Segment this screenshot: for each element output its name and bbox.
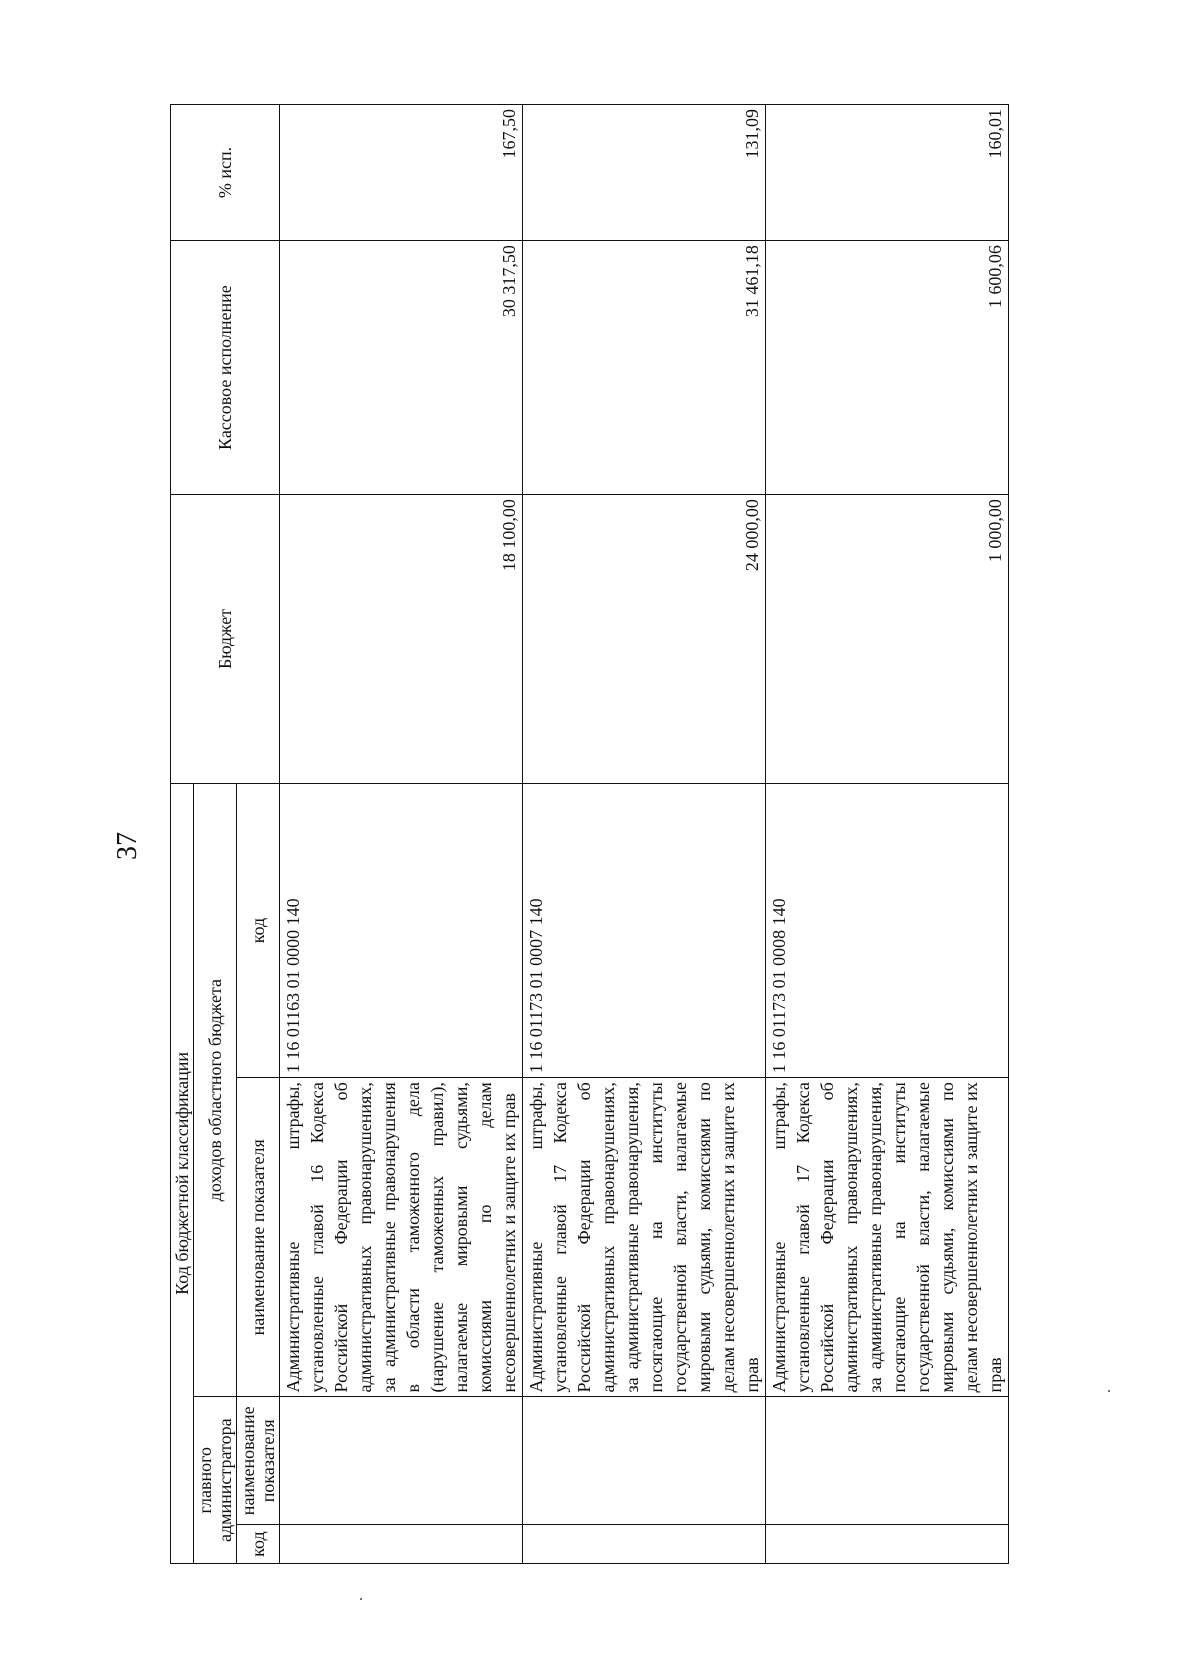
cell-cash: 30 317,50 (280, 241, 523, 495)
header-percent: % исп. (171, 105, 280, 241)
cell-cash: 31 461,18 (523, 241, 766, 495)
table-body (280, 105, 1009, 1564)
header-income-code: код (237, 783, 280, 1077)
cell-admin-code (766, 1525, 1009, 1564)
cell-percent: 167,50 (280, 105, 523, 241)
table-header (171, 105, 280, 1564)
cell-percent: 160,01 (766, 105, 1009, 241)
header-budget: Бюджет (171, 495, 280, 784)
header-admin-code: код (237, 1525, 280, 1564)
cell-code: 1 16 01163 01 0000 140 (280, 783, 523, 1077)
cell-admin-name (766, 1397, 1009, 1525)
cell-admin-code (280, 1525, 523, 1564)
header-admin-name: наименование показателя (237, 1397, 280, 1525)
cell-percent: 131,09 (523, 105, 766, 241)
page-number: 37 (112, 832, 143, 860)
cell-admin-code (523, 1525, 766, 1564)
cell-admin-name (280, 1397, 523, 1525)
table-row (280, 105, 523, 1564)
cell-description: Административные штрафы, установленные главой 17 Кодекса Российской Федерации об административных правонарушениях, за административные правонарушения, посягающие на институты государственной власти, налагаемые мировыми судьями, комиссиями по делам несовершеннолетних и защите их прав (766, 1078, 1009, 1397)
cell-budget: 24 000,00 (523, 495, 766, 784)
budget-table (170, 104, 1009, 1564)
header-cash: Кассовое исполнение (171, 241, 280, 495)
scan-speck (1108, 1390, 1110, 1392)
cell-budget: 1 000,00 (766, 495, 1009, 784)
header-chief-admin: главного администратора (194, 1397, 237, 1564)
cell-description: Административные штрафы, установленные главой 16 Кодекса Российской Федерации об административных правонарушениях, за административные правонарушения в области таможенного дела (нарушение таможенных правил), налагаемые мировыми судьями, комиссиями по делам несовершеннолетних и защите их прав (280, 1078, 523, 1397)
table-row (523, 105, 766, 1564)
cell-code: 1 16 01173 01 0008 140 (766, 783, 1009, 1077)
header-income-name: наименование показателя (237, 1078, 280, 1397)
table-row (766, 105, 1009, 1564)
header-classification: Код бюджетной классификации (171, 783, 194, 1563)
cell-code: 1 16 01173 01 0007 140 (523, 783, 766, 1077)
cell-description: Административные штрафы, установленные главой 17 Кодекса Российской Федерации об административных правонарушениях, за административные правонарушения, посягающие на институты государственной власти, налагаемые мировыми судьями, комиссиями по делам несовершеннолетних и защите их прав (523, 1078, 766, 1397)
rotated-table-wrapper (170, 104, 1030, 1564)
scan-speck (360, 1598, 362, 1600)
cell-cash: 1 600,06 (766, 241, 1009, 495)
cell-budget: 18 100,00 (280, 495, 523, 784)
header-income: доходов областного бюджета (194, 783, 237, 1397)
cell-admin-name (523, 1397, 766, 1525)
